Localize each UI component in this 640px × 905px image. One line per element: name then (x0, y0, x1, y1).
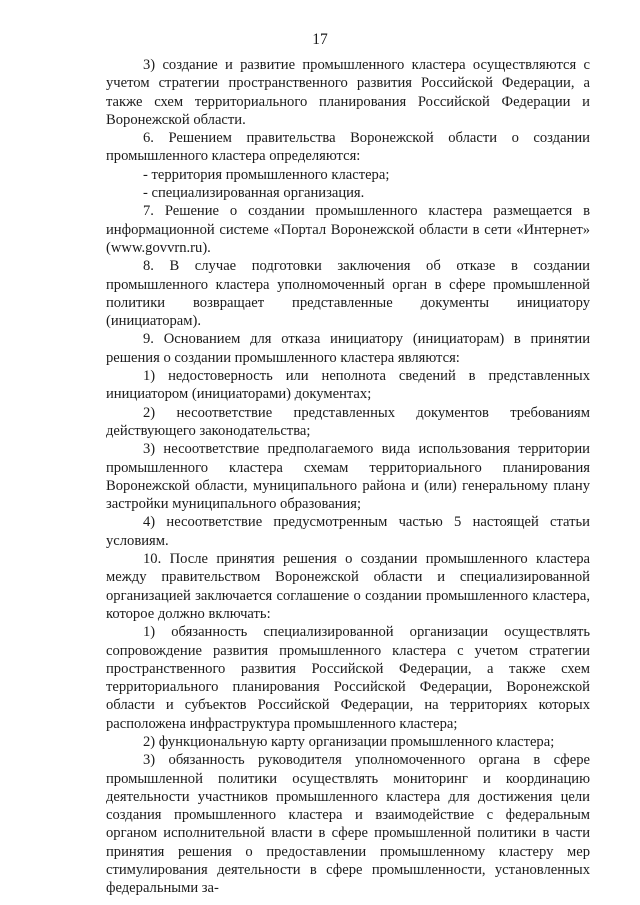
paragraph-10-item-2: 2) функциональную карту организации промышленного кластера; (143, 733, 555, 750)
paragraph-10: 10. После принятия решения о создании промышленного кластера между правительством Воронежской области и специализированной организацией заключается соглашение о создании промышленного кластера, которое должно включать: (106, 551, 590, 622)
paragraph-9-item-2: 2) несоответствие представленных документов требованиям действующего законодательства; (106, 404, 590, 439)
list-item-organization: - специализированная организация. (143, 185, 365, 202)
paragraph-9-item-3: 3) несоответствие предполагаемого вида использования территории промышленного кластера схемам территориального планирования Воронежской области, муниципального района и (или) генеральному плану застройки муниципального образования; (106, 441, 590, 513)
paragraph-6: 6. Решением правительства Воронежской области о создании промышленного кластера определяются: (106, 130, 590, 165)
paragraph-7: 7. Решение о создании промышленного кластера размещается в информационной системе «Портал Воронежской области в сети «Интернет» (www.govvrn.ru). (106, 203, 590, 256)
page-number: 17 (312, 31, 328, 48)
paragraph-10-item-1: 1) обязанность специализированной организации осуществлять сопровождение развития промышленного кластера с учетом стратегии пространственного развития Российской Федерации, а также схем территориального планирования Российской Федерации, Воронежской области и субъектов Российской Федерации, на территориях которых расположена инфраструктура промышленного кластера; (106, 624, 590, 732)
paragraph-9-item-1: 1) недостоверность или неполнота сведений в представленных инициатором (инициаторами) документах; (106, 368, 590, 403)
paragraph-9: 9. Основанием для отказа инициатору (инициаторам) в принятии решения о создании промышленного кластера являются: (106, 331, 590, 366)
paragraph-item-3-clause: 3) создание и развитие промышленного кластера осуществляются с учетом стратегии пространственного развития Российской Федерации, а также схем территориального планирования Российской Федерации и Воронежской области. (106, 57, 590, 128)
paragraph-9-item-4: 4) несоответствие предусмотренным частью 5 настоящей статьи условиям. (106, 514, 590, 549)
document-body (106, 56, 590, 898)
list-item-territory: - территория промышленного кластера; (143, 166, 390, 183)
paragraph-8: 8. В случае подготовки заключения об отказе в создании промышленного кластера уполномоченный орган в сфере промышленной политики возвращает представленные документы инициатору (инициаторам). (106, 258, 590, 330)
paragraph-10-item-3: 3) обязанность руководителя уполномоченного органа в сфере промышленной политики осуществлять мониторинг и координацию деятельности участников промышленного кластера для достижения цели создания промышленного кластера и взаимодействие с федеральным органом исполнительной власти в сфере промышленной политики в части принятия решения о предоставлении промышленному кластеру мер стимулирования деятельности в сфере промышленности, установленных федеральными за- (106, 752, 590, 897)
